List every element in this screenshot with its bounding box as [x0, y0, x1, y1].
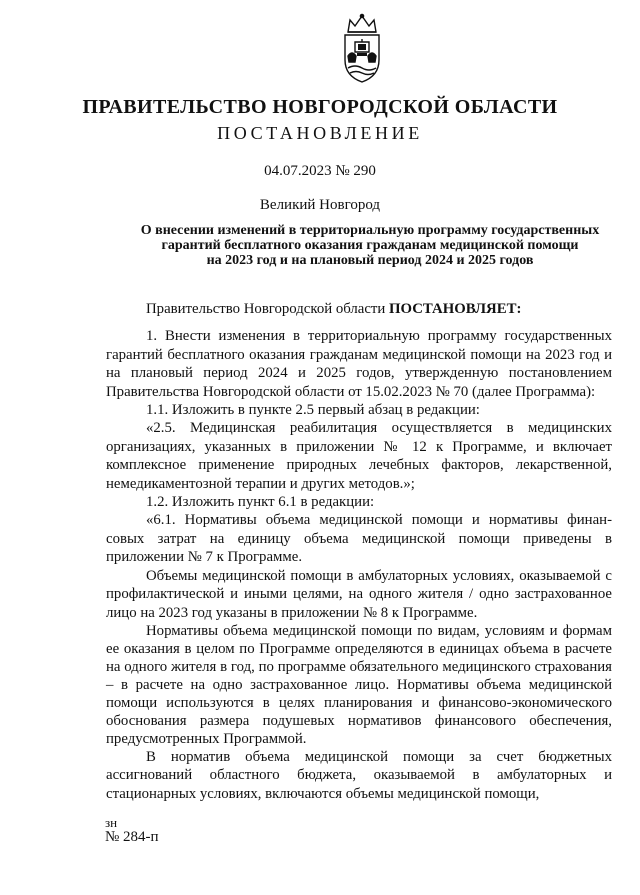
resolves-keyword: ПОСТАНОВЛЯЕТ: [389, 301, 522, 317]
title-line: гарантий бесплатного оказания гражданам медицинской помощи [161, 238, 579, 253]
paragraph: «6.1. Нормативы объема медицинской помощи и нормативы финан-совых затрат на единицу объема медицинской помощи приведены в приложении № 7 к Программе. [106, 512, 612, 566]
paragraph: 1. Внести изменения в территориальную программу государственных гарантий бесплатного оказания гражданам медицинской помощи на 2023 год и на плановый период 2024 и 2025 годов, утвержденную постановлением Правительства Новгородской области от 15.02.2023 № 70 (далее Программа): [106, 328, 612, 400]
paragraph: 1.2. Изложить пункт 6.1 в редакции: [146, 494, 375, 511]
executor-initials: зн [105, 815, 118, 830]
document-title [100, 223, 640, 268]
place-of-issue: Великий Новгород [259, 197, 381, 213]
paragraph: В норматив объема медицинской помощи за счет бюджетных ассигнований областного бюджета, оказываемой в амбулаторных и стационарных условиях, включаются объемы медицинской помощи, [106, 748, 612, 802]
title-line: на 2023 год и на плановый период 2024 и 2025 годов [206, 253, 534, 268]
paragraph: Объемы медицинской помощи в амбулаторных условиях, оказываемой с профилактической и иными целями, на одного жителя / одно застрахованное лицо на 2023 год указаны в приложении № 8 к Программе. [106, 567, 612, 621]
date-and-number: 04.07.2023 № 290 [264, 163, 376, 179]
document-reference-number: № 284-п [105, 829, 159, 845]
resolution-lead [106, 300, 612, 318]
government-heading: ПРАВИТЕЛЬСТВО НОВГОРОДСКОЙ ОБЛАСТИ [82, 96, 558, 118]
novgorod-coat-of-arms-icon [338, 12, 386, 84]
footer-reference [105, 816, 159, 844]
paragraph: «2.5. Медицинская реабилитация осуществляется в медицинских организациях, указанных в приложении № 12 к Программе, и включает комплексное применение природных лечебных факторов, лекарственной, немедикаментозной терапии и других методов.»; [106, 420, 612, 492]
title-line: О внесении изменений в территориальную программу государственных [140, 223, 600, 238]
lead-text: Правительство Новгородской области [146, 301, 389, 317]
document-type-heading: ПОСТАНОВЛЕНИЕ [217, 123, 423, 143]
paragraph: 1.1. Изложить в пункте 2.5 первый абзац в редакции: [146, 402, 480, 419]
document-body [106, 300, 612, 803]
paragraph: Нормативы объема медицинской помощи по видам, условиям и формам ее оказания в целом по Программе определяются в единицах объема в расчете на одного жителя в год, по программе обязательного медицинского страхования – в расчете на одно застрахованное лицо. Нормативы объема медицинской помощи используются в целях планирования и финансово-экономического обоснования размера подушевых нормативов финансового обеспечения, предусмотренных Программой. [106, 622, 612, 747]
